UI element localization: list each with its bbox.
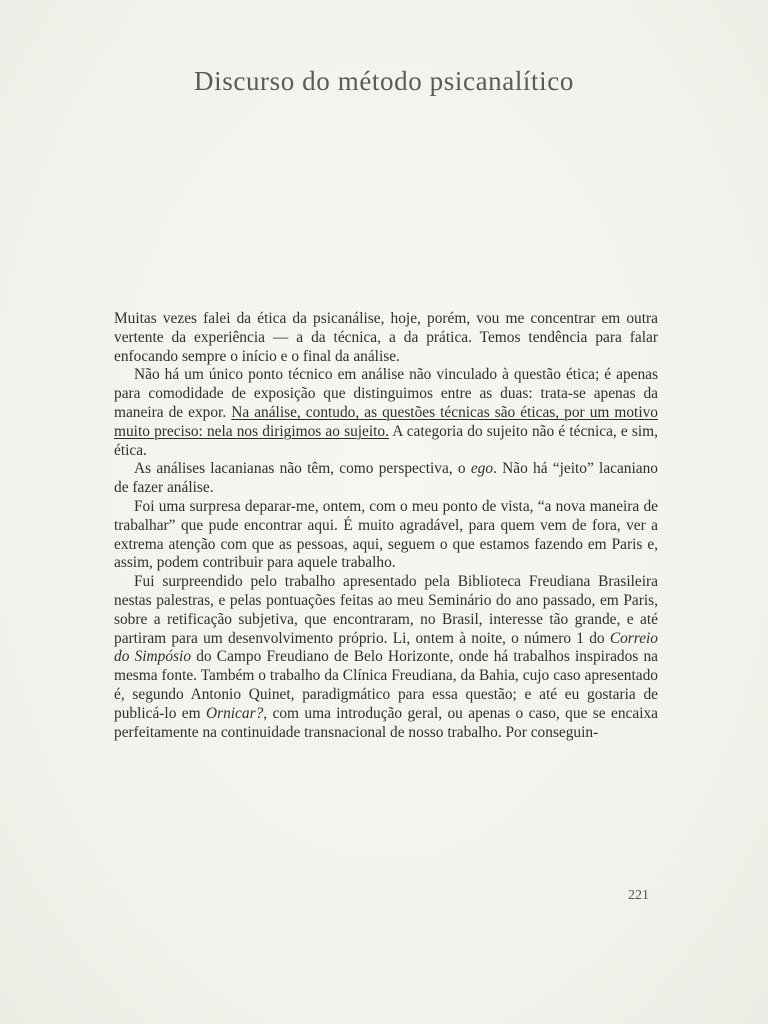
text-run: Muitas vezes falei da ética da psicanálise, hoje, porém, vou me concentrar em outra vertente da experiência — a da técnica, a da prática. Temos tendência para falar enfocando sempre o início e o final da análise.: [114, 310, 658, 365]
italic-text: Correio do Simpósio: [114, 629, 658, 666]
italic-text: Ornicar?: [205, 704, 264, 722]
body-text: [114, 310, 658, 742]
paragraph: [114, 573, 658, 742]
paragraph: [114, 498, 658, 573]
paragraph: [114, 366, 658, 460]
text-run: Não há um único ponto técnico em análise não vinculado à questão ética; é apenas para comodidade de exposição que distinguimos entre as duas: trata-se apenas da maneira de expor.: [114, 366, 658, 421]
paragraph: [114, 310, 658, 366]
paragraph: [114, 460, 658, 498]
text-run: do Campo Freudiano de Belo Horizonte, onde há trabalhos inspirados na mesma fonte. Também o trabalho da Clínica Freudiana, da Bahia, cujo caso apresentado é, segundo Antonio Quinet, paradigmático para essa questão; e até eu gostaria de publicá-lo em: [114, 648, 658, 722]
text-run: , com uma introdução geral, ou apenas o caso, que se encaixa perfeitamente na continuidade transnacional de nosso trabalho. Por conseguin-: [114, 704, 658, 741]
text-run: . Não há “jeito” lacaniano de fazer análise.: [114, 460, 659, 497]
text-run: As análises lacanianas não têm, como perspectiva, o: [134, 460, 471, 478]
chapter-title: Discurso do método psicanalítico: [194, 66, 574, 96]
underlined-text: Na análise, contudo, as questões técnicas são éticas, por um motivo muito preciso: nela nos dirigimos ao sujeito.: [114, 403, 659, 440]
page-number: 221: [628, 888, 649, 903]
text-run: Foi uma surpresa deparar-me, ontem, com o meu ponto de vista, “a nova maneira de trabalhar” que pude encontrar aqui. É muito agradável, para quem vem de fora, ver a extrema atenção com que as pessoas, aqui, seguem o que estamos fazendo em Paris e, assim, podem contribuir para aquele trabalho.: [114, 497, 658, 572]
italic-text: ego: [470, 460, 494, 478]
text-run: Fui surpreendido pelo trabalho apresentado pela Biblioteca Freudiana Brasileira nestas palestras, e pelas pontuações feitas ao meu Seminário do ano passado, em Paris, sobre a retificação subjetiva, que encontraram, no Brasil, interesse tão grande, e até partiram para um desenvolvimento próprio. Li, ontem à noite, o número 1 do: [114, 573, 658, 647]
text-run: A categoria do sujeito não é técnica, e sim, ética.: [114, 422, 658, 459]
